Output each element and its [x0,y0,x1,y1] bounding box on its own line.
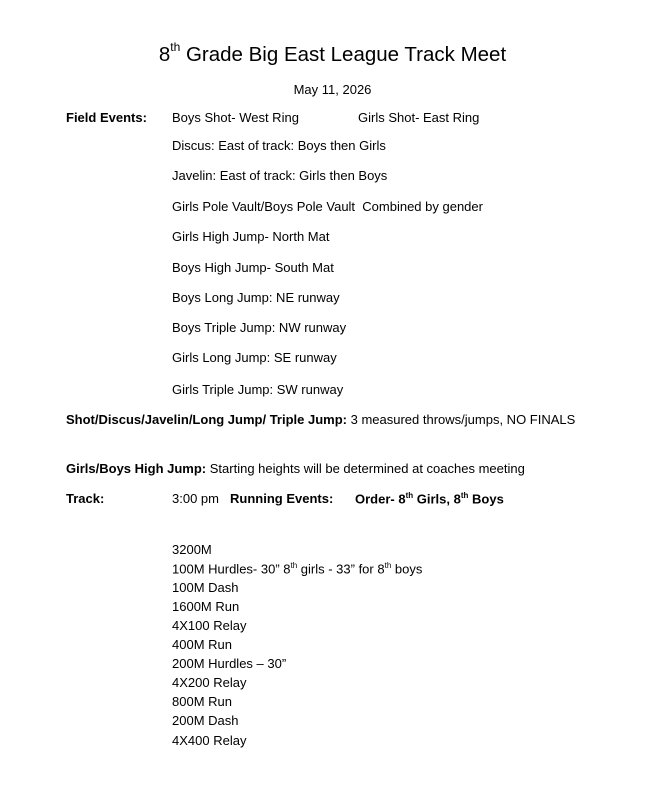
track-label: Track: [66,491,105,506]
running-events-label: Running Events: [230,491,334,506]
meet-date: May 11, 2026 [293,82,372,97]
field-event-item: Girls Triple Jump: SW runway [172,382,344,397]
running-event-item: 4X400 Relay [172,733,247,748]
field-event-item: Girls Long Jump: SE runway [172,350,337,365]
throws-jumps-label: Shot/Discus/Javelin/Long Jump/ Triple Jump: [66,412,347,427]
running-event-item: 4X100 Relay [172,618,247,633]
track-start-time: 3:00 pm [172,491,219,506]
field-event-item: Girls Pole Vault/Boys Pole Vault Combined by gender [172,199,483,214]
running-order: Order- 8th Girls, 8th Boys [355,491,504,507]
running-event-item: 3200M [172,542,212,557]
field-event-item: Girls High Jump- North Mat [172,229,330,244]
running-event-item: 100M Dash [172,580,239,595]
running-event-item: 4X200 Relay [172,675,247,690]
field-event-item: Boys Long Jump: NE runway [172,290,340,305]
boys-shot-event: Boys Shot- West Ring [172,110,299,125]
high-jump-label: Girls/Boys High Jump: [66,461,207,476]
throws-jumps-note [66,412,575,427]
high-jump-note [66,461,525,476]
running-event-item: 200M Dash [172,713,239,728]
running-event-item: 1600M Run [172,599,240,614]
running-event-item: 200M Hurdles – 30” [172,656,287,671]
field-event-item: Boys Triple Jump: NW runway [172,320,347,335]
throws-jumps-text: 3 measured throws/jumps, NO FINALS [347,412,576,427]
page-title: 8th Grade Big East League Track Meet [158,40,507,66]
running-event-item: 800M Run [172,694,232,709]
field-event-item: Discus: East of track: Boys then Girls [172,138,386,153]
field-event-item: Javelin: East of track: Girls then Boys [172,168,388,183]
high-jump-text: Starting heights will be determined at coaches meeting [206,461,525,476]
girls-shot-event: Girls Shot- East Ring [358,110,480,125]
field-event-item: Boys High Jump- South Mat [172,260,334,275]
field-events-label: Field Events: [66,110,147,125]
running-event-item: 400M Run [172,637,232,652]
running-event-item: 100M Hurdles- 30” 8th girls - 33” for 8th boys [172,561,423,577]
